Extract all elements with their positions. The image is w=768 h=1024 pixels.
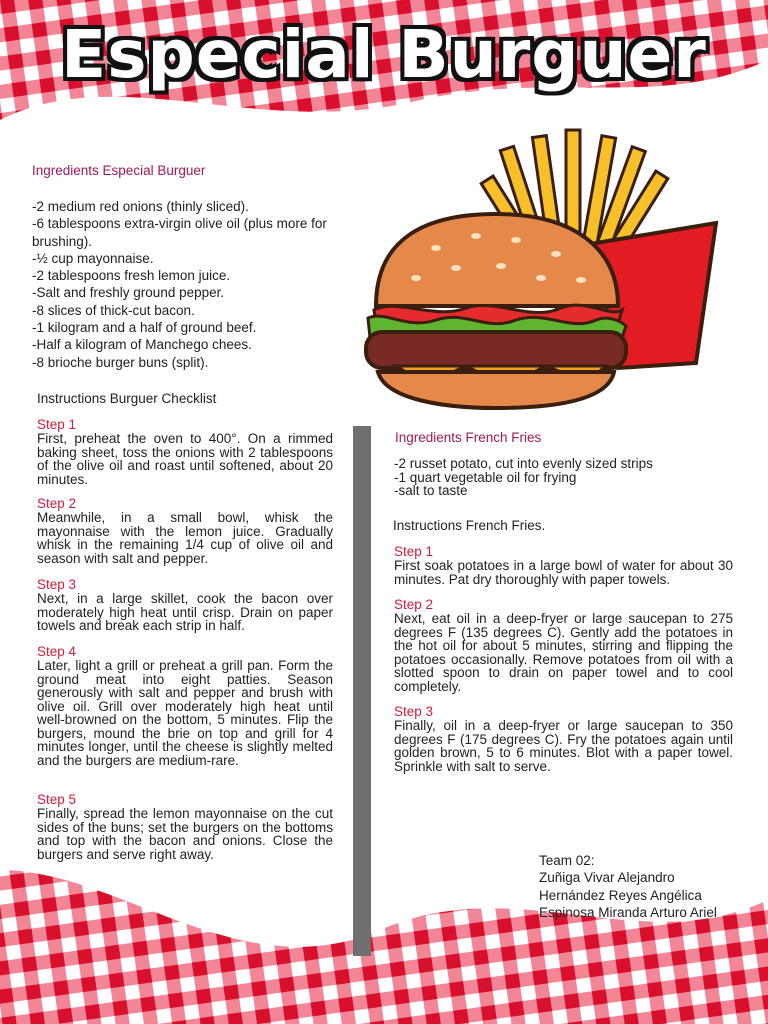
list-item: -Half a kilogram of Manchego chees. <box>32 337 252 353</box>
team-label: Team 02: <box>539 853 595 868</box>
step-text: First soak potatoes in a large bowl of water for about 30 minutes. Pat dry thoroughly with paper towels. <box>394 558 733 587</box>
fries-instructions-heading: Instructions French Fries. <box>393 518 546 533</box>
list-item: -8 brioche burger buns (split). <box>32 354 209 370</box>
burger-step-1 <box>37 418 333 486</box>
step-text: Next, eat oil in a deep-fryer or large saucepan to 275 degrees F (135 degrees C). Gently add the potatoes in the hot oil for about 5 minutes, stirring and flipping the potatoes occasionally. Remove potatoes from oil with a slotted spoon to drain on paper towel and to cool completely. <box>394 611 733 694</box>
team-member: Espinosa Miranda Arturo Ariel <box>539 904 717 920</box>
list-item: -8 slices of thick-cut bacon. <box>32 302 195 318</box>
list-item: -½ cup mayonnaise. <box>32 250 154 266</box>
step-text: Next, in a large skillet, cook the bacon over moderately high heat until crisp. Drain on paper towels and break each strip in half. <box>37 591 333 633</box>
burger-step-4 <box>37 645 333 767</box>
fries-step-3 <box>394 705 733 773</box>
step-label: Step 3 <box>394 704 434 719</box>
list-item: -6 tablespoons extra-virgin olive oil (plus more for brushing). <box>32 216 327 249</box>
step-text: Finally, oil in a deep-fryer or large saucepan to 350 degrees F (175 degrees C). Fry the potatoes again until golden brown, 5 to 6 minutes. Blot with a paper towel. Sprinkle with salt to serve. <box>394 718 733 774</box>
burger-fries-illustration <box>356 128 724 410</box>
team-member: Zuñiga Vivar Alejandro <box>539 870 675 886</box>
burger-ingredients-heading: Ingredients Especial Burguer <box>32 163 206 178</box>
burger-icon <box>366 214 626 408</box>
list-item: -1 kilogram and a half of ground beef. <box>32 320 257 336</box>
list-item: -1 quart vegetable oil for frying <box>394 469 577 485</box>
team-credits <box>539 852 717 921</box>
step-label: Step 3 <box>37 577 77 592</box>
team-member: Hernández Reyes Angélica <box>539 887 702 903</box>
column-divider <box>353 426 371 956</box>
fries-step-1 <box>394 545 733 586</box>
fries-step-2 <box>394 598 733 693</box>
list-item: -Salt and freshly ground pepper. <box>32 285 225 301</box>
list-item: -2 medium red onions (thinly sliced). <box>32 199 249 214</box>
page-title: Especial Burguer <box>61 16 707 93</box>
step-label: Step 2 <box>394 597 434 612</box>
fries-ingredients-list <box>394 457 734 498</box>
burger-step-2 <box>37 497 333 565</box>
burger-instructions-heading: Instructions Burguer Checklist <box>37 391 217 406</box>
list-item: -2 russet potato, cut into evenly sized strips <box>394 456 653 471</box>
list-item: -2 tablespoons fresh lemon juice. <box>32 268 231 284</box>
step-text: Later, light a grill or preheat a grill pan. Form the ground meat into eight patties. Season generously with salt and pepper and brush with olive oil. Grill over moderately high heat until well-browned on the bottom, 5 minutes. Flip the burgers, mound the brie on top and grill for 4 minutes longer, until the cheese is slightly melted and the burgers are medium-rare. <box>37 658 333 768</box>
step-text: Meanwhile, in a small bowl, whisk the mayonnaise with the lemon juice. Gradually whisk in the remaining 1/4 cup of olive oil and season with salt and pepper. <box>37 510 333 566</box>
step-label: Step 4 <box>37 644 77 659</box>
step-label: Step 5 <box>37 792 77 807</box>
step-text: First, preheat the oven to 400°. On a rimmed baking sheet, toss the onions with 2 tablespoons of the olive oil and roast until softened, about 20 minutes. <box>37 431 333 487</box>
step-label: Step 1 <box>37 417 77 432</box>
burger-step-3 <box>37 578 333 633</box>
burger-step-5 <box>37 793 333 861</box>
fries-ingredients-heading: Ingredients French Fries <box>395 430 542 445</box>
list-item: -salt to taste <box>394 483 468 498</box>
burger-ingredients-list <box>32 198 348 371</box>
step-label: Step 2 <box>37 496 77 511</box>
step-label: Step 1 <box>394 544 434 559</box>
step-text: Finally, spread the lemon mayonnaise on the cut sides of the buns; set the burgers on the bottoms and top with the bacon and onions. Close the burgers and serve right away. <box>37 806 333 862</box>
